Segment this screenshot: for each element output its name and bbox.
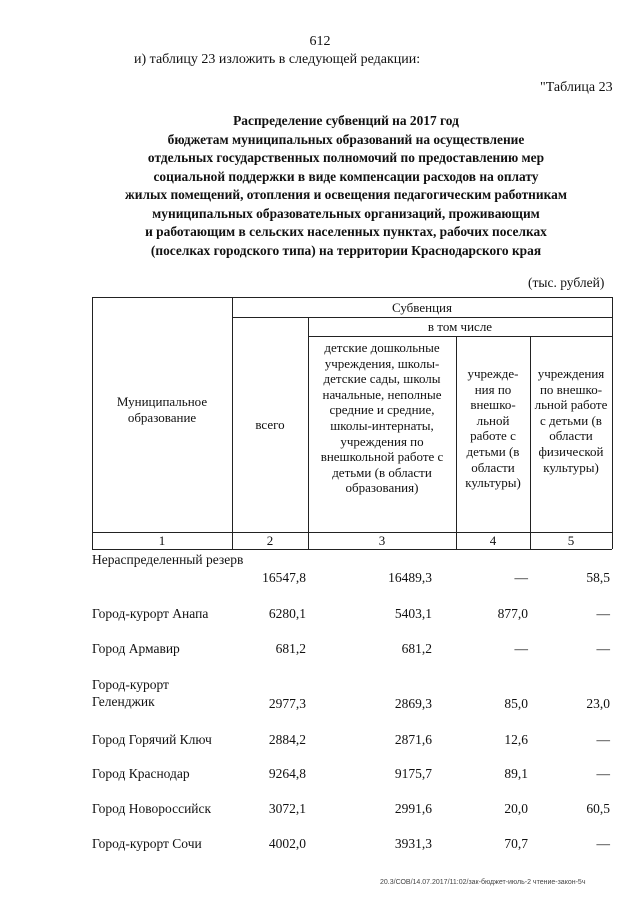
row-education: 2871,6 [394,732,432,747]
title-line: социальной поддержки в виде компенсации расходов на оплату [153,168,539,184]
row-culture: 20,0 [504,801,528,816]
row-municipality: Город Горячий Ключ [92,732,212,747]
row-municipality: Город-курорт Геленджик [92,677,169,709]
row-municipality: Город-курорт Анапа [92,606,209,621]
grid-line [456,336,457,549]
row-sport: — [596,836,610,851]
row-culture: 89,1 [504,766,528,781]
grid-line [530,336,531,549]
title-line: и работающим в сельских населенных пунктах, рабочих поселках [145,224,547,239]
document-footer: 20.3/СОВ/14.07.2017/11:02/зак-бюджет-июль-2 чтение-закон-5ч [380,879,586,886]
title-line: муниципальных образовательных организаций, проживающим [152,205,540,221]
table-label: "Таблица 23 [540,80,613,95]
row-sport: 23,0 [586,696,610,711]
column-number: 3 [378,533,386,548]
table-title [70,112,622,260]
row-sport: — [596,732,610,747]
row-culture: 85,0 [504,696,528,711]
row-education: 3931,3 [394,836,432,851]
grid-line [92,549,612,550]
row-sport: 58,5 [586,570,610,585]
row-total: 2884,2 [268,732,306,747]
row-sport: — [596,606,610,621]
row-total: 4002,0 [268,836,306,851]
header-col4: учрежде-ния по внешко-льной работе с детьми (в области культуры) [465,366,521,491]
column-number: 5 [567,533,575,548]
row-education: 16489,3 [388,570,432,585]
page-number: 612 [309,34,331,49]
row-total: 16547,8 [262,570,306,585]
title-line: (поселках городского типа) на территории Краснодарского края [150,242,542,258]
header-col3: детские дошкольные учреждения, школы-детские сады, школы начальные, неполные средние и средние, школы-интернаты, учреждения по внешкольной работе с детьми (в области образования) [320,340,444,496]
row-total: 6280,1 [268,606,306,621]
column-number: 4 [489,533,497,548]
units-label: (тыс. рублей) [528,275,605,290]
row-education: 2991,6 [394,801,432,816]
grid-line [92,297,612,298]
row-total: 3072,1 [268,801,306,816]
row-education: 9175,7 [394,766,432,781]
title-line: Распределение субвенций на 2017 год [233,113,459,128]
amendment-intro: и) таблицу 23 изложить в следующей редакции: [134,52,421,67]
row-culture: 12,6 [504,732,528,747]
row-education: 2869,3 [394,696,432,711]
row-municipality: Город Армавир [92,641,180,656]
header-including: в том числе [427,319,493,334]
row-municipality: Город-курорт Сочи [92,836,202,851]
grid-line [232,317,612,318]
grid-line [612,297,613,549]
grid-line [308,336,612,337]
title-line: бюджетам муниципальных образований на осуществление [167,131,525,147]
row-total: 9264,8 [268,766,306,781]
header-total: всего [255,417,285,432]
row-culture: 70,7 [504,836,528,851]
row-education: 5403,1 [394,606,432,621]
row-total: 681,2 [275,641,306,656]
title-line: жилых помещений, отопления и освещения педагогическим работникам [125,187,567,202]
row-sport: — [596,641,610,656]
row-municipality: Город Новороссийск [92,801,212,816]
header-municipality: Муниципальное образование [116,394,208,425]
row-sport: 60,5 [586,801,610,816]
row-municipality: Город Краснодар [92,766,190,781]
grid-line [92,297,93,549]
row-culture: — [514,641,528,656]
row-education: 681,2 [401,641,432,656]
row-culture: 877,0 [497,606,528,621]
row-total: 2977,3 [268,696,306,711]
title-line: отдельных государственных полномочий по предоставлению мер [147,150,545,165]
header-col5: учреждения по внешко-льной работе с детьми (в области физической культуры) [534,366,608,475]
column-number: 1 [158,533,166,548]
column-number: 2 [266,533,274,548]
grid-line [308,317,309,549]
row-municipality: Нераспределенный резерв [92,552,244,567]
header-subvention: Субвенция [392,300,452,315]
row-sport: — [596,766,610,781]
row-culture: — [514,570,528,585]
